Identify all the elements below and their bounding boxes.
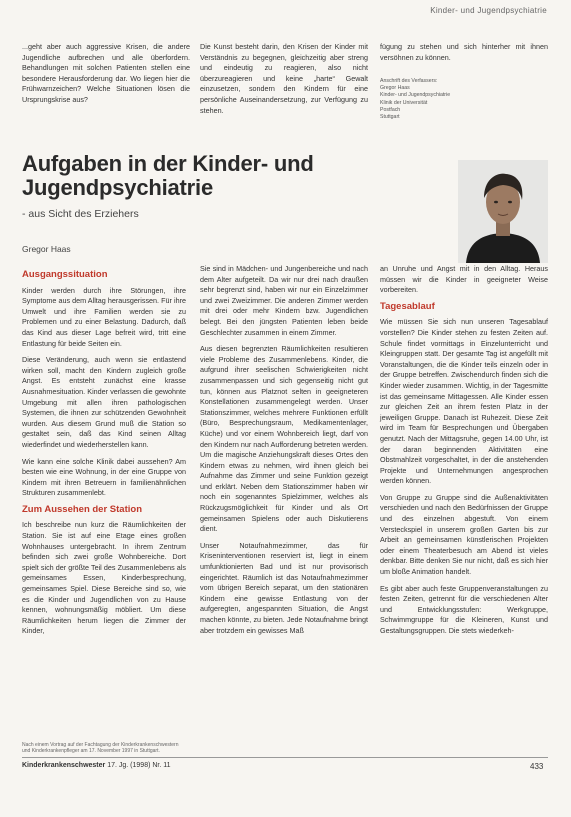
top-column-1 <box>22 42 190 112</box>
paragraph: Es gibt aber auch feste Gruppenveranstaltungen zu festen Zeiten, getrennt für die verschiedenen Alter und Entwicklungsstufen: Werkgruppe, Schwimmgruppe für die Kleineren, Kunst und Gestaltungsgruppen. Die stets wiederkeh- <box>380 583 548 635</box>
paragraph: an Unruhe und Angst mit in den Alltag. Heraus müssen wir die Kinder in geeigneter Weise vorbereiten. <box>380 264 548 295</box>
body-column-1 <box>22 270 186 643</box>
footer-divider <box>22 757 548 758</box>
paragraph: Sie sind in Mädchen- und Jungenbereiche und nach dem Alter aufgeteilt. Da wir nur drei nach draußen sehr begrenzt sind, haben wir nur ein Einzelzimmer und zwei Zweizimmer. Die anderen Zimmer werden mit drei oder mehr Kindern bzw. Jugendlichen belegt. Bei den jüngsten Patienten leben beide Geschlechter zusammen in einem Zimmer. <box>200 264 368 337</box>
address-line: Kinder- und Jugendpsychiatrie <box>380 92 451 99</box>
paragraph: Diese Veränderung, auch wenn sie entlastend wirken soll, macht den Kindern zugleich große Angst. Es entsteht zunächst eine krasse Ausnahmesituation. Kinder verlassen die gewohnte Umgebung mit allen ihren pathologischen Systemen, die ihnen zur schützenden Gewohnheit wurden. Aus diesem Grund muß die Station so gestaltet sein, daß das Kind seinen Alltag wiederfindet und wiederherstellen kann. <box>22 355 186 449</box>
author-name: Gregor Haas <box>22 244 71 254</box>
paragraph: ...geht aber auch aggressive Krisen, die andere Jugendliche aufbrechen und alle überfordern. Behandlungen mit solchen Patienten stellen eine besondere Herausforderung dar. Wo liegen hier die Frühwarnzeichen? Welche Situationen lösen die Ursprungskrise aus? <box>22 42 190 104</box>
footnote: Nach einem Vortrag auf der Fachtagung der Kinderkrankenschwestern und Kinderkrankenpfleger am 17. November 1997 in Stuttgart. <box>22 742 179 755</box>
section-heading: Ausgangssituation <box>22 269 108 280</box>
article-subtitle: - aus Sicht des Erziehers <box>22 208 139 220</box>
top-column-2 <box>200 42 368 122</box>
section-heading: Tagesablauf <box>380 300 435 312</box>
address-line: Klinik der Universität <box>380 99 428 106</box>
footer-citation <box>22 762 171 769</box>
paragraph: Die Kunst besteht darin, den Krisen der Kinder mit Verständnis zu begegnen, gleichzeitig aber streng und eindeutig zu reagieren, also nicht überzureagieren und keine „harte“ Gewalt einzusetzen, sondern den Kindern für eine persönliche Auseinandersetzung, zur Verfügung zu stehen. <box>200 42 368 115</box>
journal-name: Kinderkrankenschwester <box>22 762 106 769</box>
body-column-3 <box>380 264 548 643</box>
portrait-image <box>458 160 548 263</box>
paragraph: Unser Notaufnahmezimmer, das für Kriseninterventionen reserviert ist, liegt in einem umfunktionierten Bad und ist nur provisorisch eingerichtet. Räumlich ist das Notaufnahmezimmer vom übrigen Bereich separat, um den stationären Kindern eine gewisse Entlastung von der aufgeregten, angespannten Situation, die Angst machen könnte, zu bieten. Jede Notaufnahme bringt aber trotzdem ein gewisses Maß <box>200 540 368 635</box>
paragraph: fügung zu stehen und sich hinterher mit ihnen versöhnen zu können. <box>380 42 548 62</box>
author-address <box>380 78 520 121</box>
paragraph: Wie kann eine solche Klinik dabei aussehen? Am besten wie eine Wohnung, in der eine Gruppe von Kindern mit ihren Betreuern in familienähnlichen Strukturen zusammenlebt. <box>22 456 186 498</box>
issue-info: 17. Jg. (1998) Nr. 11 <box>107 762 171 769</box>
address-line: Gregor Haas <box>380 85 410 92</box>
address-line: Anschrift des Verfassers: <box>380 78 438 84</box>
paragraph: Kinder werden durch ihre Störungen, ihre Symptome aus dem Alltag herausgerissen. Für ihre Umwelt und ihre Familien werden sie zu Problemen und zu einer Belastung. Dadurch, daß das Kind aus dieser Lage befreit wird, tritt eine Entlastung für beide Seiten ein. <box>22 285 186 348</box>
body-column-2 <box>200 264 368 642</box>
section-heading: Zum Aussehen der Station <box>22 503 142 515</box>
paragraph: Von Gruppe zu Gruppe sind die Außenaktivitäten verschieden und nach den Bedürfnissen der Gruppe und des einzelnen abgestuft. Von einem Versteckspiel in unserem großen Garten bis zur Arbeit an gemeinsamen künstlerischen Projekten oder einem Theaterbesuch am Abend ist vieles denkbar. Bitte denken Sie nur nicht, daß es sich hier um bloße Animation handelt. <box>380 492 548 577</box>
paragraph: Wie müssen Sie sich nun unseren Tagesablauf vorstellen? Die Kinder stehen zu festen Zeiten auf. Schule findet vormittags in Einzelunterricht und Kleingruppen statt. Der gesamte Tag ist angefüllt mit Voranstaltungen, die die Kinder teils einzeln oder in der Gruppe betreffen. Zwischendurch finden sich die Kinder wieder zusammen. Wichtig, in der Tagesmitte ist das gemeinsame Mittagessen. Alle Kinder essen zur gleichen Zeit an ihrem festen Platz in der jeweiligen Gruppe. Danach ist Ruhezeit. Diese Zeit wird im Team für Besprechungen und Übergaben genutzt. Nach der Mittagsruhe, gegen 14.00 Uhr, ist der daran beginnenden Aktivitäten eine Obstmahlzeit vorgeschaltet, in der die anstehenden Projekte und Unternehmungen angesprochen werden können. <box>380 317 548 486</box>
paragraph: Aus diesen begrenzten Räumlichkeiten resultieren viele Probleme des Zusammenlebens. Kinder, die aufgrund ihrer seelischen Schwierigkeiten nicht zusammenpassen und sich gegenseitig nicht gut tun, können aus Platznot selten in geeigneteren Konstellationen zusammengelegt werden. Unser Stationszimmer, welches mehrere Funktionen erfüllt (Büro, Besprechungsraum, Medikamentenlager, Küche) und vor einem Wohnbereich liegt, darf von den Kindern nur nach Aufforderung betreten werden. Um die magische Anziehungskraft dieses Ortes den Kindern etwas zu nehmen, wird ihnen gleich bei Aufnahme das Zimmer und seine Funktion gezeigt und erklärt. Neben dem Stationszimmer haben wir noch ein sogenanntes Spielzimmer, welches als Rückzugsmöglichkeit für Kinder und als Ort gemeinsamen Spielens oder auch Diskutierens dient. <box>200 344 368 534</box>
address-line: Postfach <box>380 106 401 113</box>
article-title: Aufgaben in der Kinder- und Jugendpsychiatrie <box>22 151 314 200</box>
page-number: 433 <box>530 762 544 771</box>
author-photo <box>458 160 548 263</box>
address-line: Stuttgart <box>380 114 400 121</box>
paragraph: Ich beschreibe nun kurz die Räumlichkeiten der Station. Sie ist auf eine Etage eines großen Wohnhauses untergebracht. In ihrem Zentrum befinden sich zwei große Wohnbereiche. Dort spielt sich der größte Teil des Zusammenlebens als gemeinsames Essen, Kinderbesprechung, gemeinsames Spiel. Diese Bereiche sind so, wie es die Kinder und Jugendlichen von zu Hause kennen, wohnungsmäßig möbliert. Um diese Räumlichkeiten herum liegen die Zimmer der Kinder, <box>22 520 186 636</box>
top-column-3 <box>380 42 548 69</box>
running-head: Kinder- und Jugendpsychiatrie <box>430 6 547 15</box>
